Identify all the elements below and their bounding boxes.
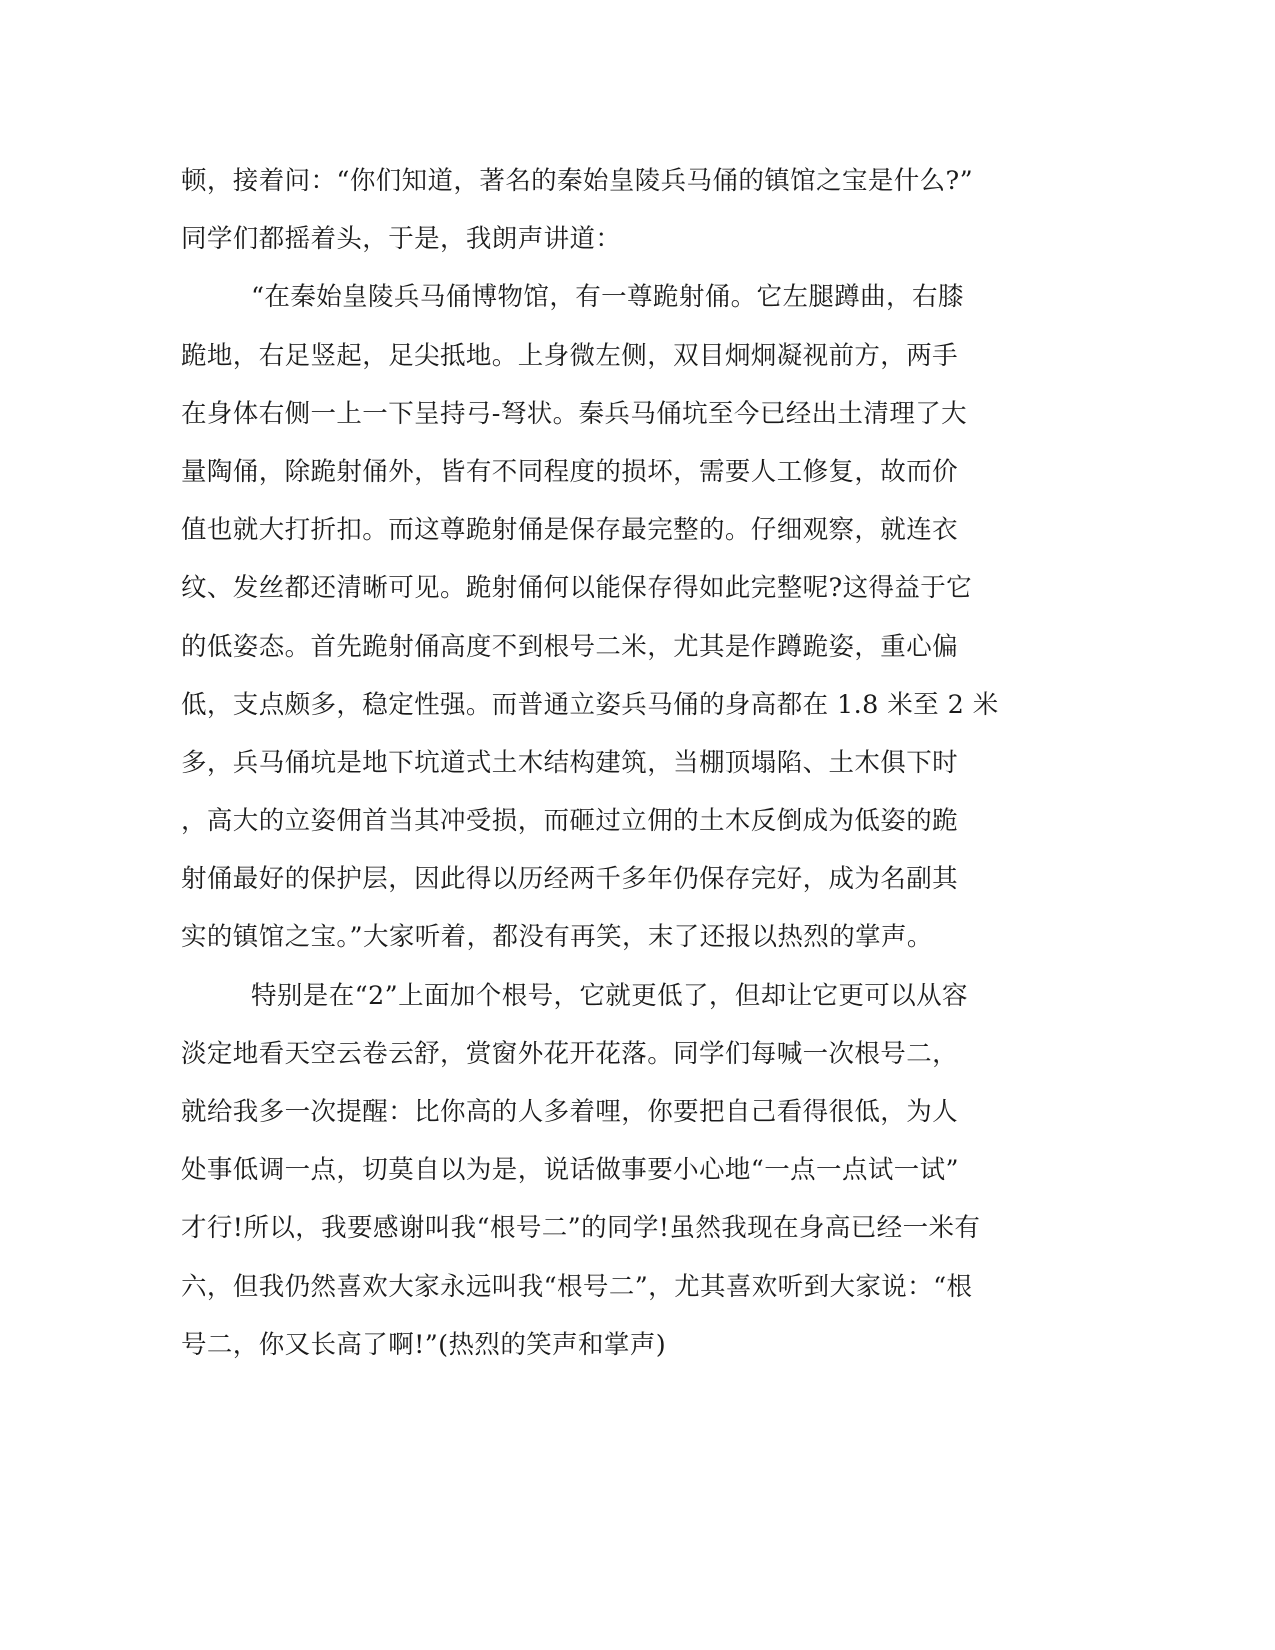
text-line: 处事低调一点，切莫自以为是，说话做事要小心地“一点一点试一试” [181, 1155, 959, 1186]
text-line: 值也就大打折扣。而这尊跪射俑是保存最完整的。仔细观察，就连衣 [181, 515, 959, 546]
text-line: 才行!所以，我要感谢叫我“根号二”的同学!虽然我现在身高已经一米有 [181, 1213, 981, 1244]
text-line: 六，但我仍然喜欢大家永远叫我“根号二”，尤其喜欢听到大家说：“根 [181, 1271, 973, 1302]
text-line: “在秦始皇陵兵马俑博物馆，有一尊跪射俑。它左腿蹲曲，右膝 [251, 282, 964, 313]
text-line: 的低姿态。首先跪射俑高度不到根号二米，尤其是作蹲跪姿，重心偏 [181, 631, 959, 662]
text-line: 在身体右侧一上一下呈持弓-弩状。秦兵马俑坑至今已经出土清理了大 [181, 398, 968, 429]
text-line: 射俑最好的保护层，因此得以历经两千多年仍保存完好，成为名副其 [181, 864, 959, 895]
text-line: 特别是在“2”上面加个根号，它就更低了，但却让它更可以从容 [251, 980, 968, 1011]
text-line: 就给我多一次提醒：比你高的人多着哩，你要把自己看得很低，为人 [181, 1097, 959, 1127]
paragraph-2 [181, 268, 1041, 966]
paragraph-1 [181, 152, 1041, 268]
paragraph-3 [181, 967, 1041, 1374]
text-line: ，高大的立姿佣首当其冲受损，而砸过立佣的土木反倒成为低姿的跪 [181, 806, 959, 837]
text-line: 顿，接着问：“你们知道，著名的秦始皇陵兵马俑的镇馆之宝是什么?” [181, 166, 974, 196]
text-line: 多，兵马俑坑是地下坑道式土木结构建筑，当棚顶塌陷、土木俱下时 [181, 747, 959, 778]
text-line: 纹、发丝都还清晰可见。跪射俑何以能保存得如此完整呢?这得益于它 [181, 573, 973, 604]
text-line: 量陶俑，除跪射俑外，皆有不同程度的损坏，需要人工修复，故而价 [181, 456, 959, 487]
text-line: 同学们都摇着头，于是，我朗声讲道： [181, 224, 622, 255]
text-line: 实的镇馆之宝。”大家听着，都没有再笑，末了还报以热烈的掌声。 [181, 922, 933, 953]
text-line: 低，支点颇多，稳定性强。而普通立姿兵马俑的身高都在 1.8 米至 2 米 [181, 689, 999, 720]
text-line: 淡定地看天空云卷云舒，赏窗外花开花落。同学们每喊一次根号二， [181, 1038, 959, 1069]
text-line: 跪地，右足竖起，足尖抵地。上身微左侧，双目炯炯凝视前方，两手 [181, 340, 959, 371]
text-line: 号二，你又长高了啊!”(热烈的笑声和掌声) [181, 1329, 667, 1360]
body-text [181, 152, 1041, 1374]
